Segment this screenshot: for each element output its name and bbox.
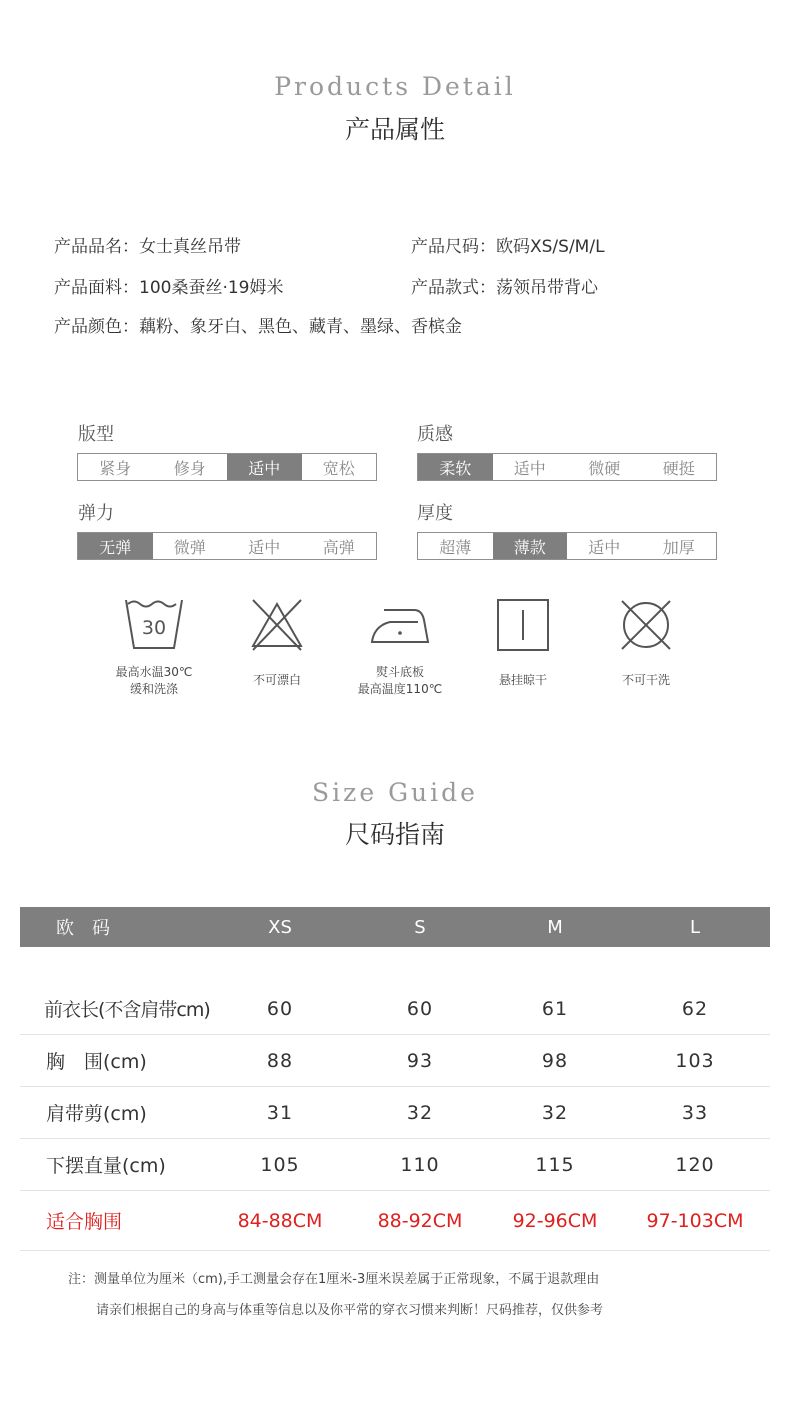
property-texture-scale: [417, 453, 717, 481]
cell-value: 32: [406, 1101, 434, 1124]
texture-option: 微硬: [567, 454, 642, 480]
attr-name: 产品品名：女士真丝吊带: [54, 237, 241, 257]
elasticity-option-selected: 无弹: [78, 533, 153, 559]
cell-value: 60: [406, 997, 434, 1020]
fit-option-selected: 适中: [227, 454, 302, 480]
size-table-header: [20, 907, 770, 947]
care-iron: [350, 598, 450, 698]
row-label: 前衣长(不含肩带cm): [44, 999, 210, 1021]
row-label: 下摆直量(cm): [46, 1155, 166, 1177]
property-elasticity-scale: [77, 532, 377, 560]
cell-value: 33: [681, 1101, 709, 1124]
care-no-bleach: [227, 598, 327, 689]
size-guide-en-title: Size Guide: [312, 778, 478, 807]
cell-value: 84-88CM: [237, 1209, 323, 1232]
property-fit-scale: [77, 453, 377, 481]
elasticity-option: 高弹: [302, 533, 377, 559]
table-row: [20, 983, 770, 1035]
hang-dry-icon: [496, 598, 550, 652]
cell-value: 120: [675, 1153, 715, 1176]
cell-value: 103: [675, 1049, 715, 1072]
cell-value: 31: [266, 1101, 294, 1124]
attr-size: 产品尺码：欧码XS/S/M/L: [411, 237, 605, 257]
cell-value: 97-103CM: [646, 1209, 744, 1232]
cell-value: 88-92CM: [377, 1209, 463, 1232]
property-label-texture: 质感: [417, 424, 453, 445]
texture-option: 硬挺: [642, 454, 717, 480]
cell-value: 93: [406, 1049, 434, 1072]
table-row: [20, 1139, 770, 1191]
no-bleach-icon: [249, 598, 305, 652]
wash-temp-value: 30: [141, 617, 167, 639]
row-label: 胸 围(cm): [46, 1051, 147, 1073]
cell-value: 110: [400, 1153, 440, 1176]
header-size-system: 欧 码: [56, 918, 110, 939]
attr-style: 产品款式：荡领吊带背心: [411, 278, 598, 298]
cell-value: 60: [266, 997, 294, 1020]
property-thickness-scale: [417, 532, 717, 560]
table-row: [20, 1087, 770, 1139]
wash-30-icon: [124, 598, 184, 652]
care-label-wash: 最高水温30℃ 缓和洗涤: [115, 665, 193, 696]
iron-icon: [370, 598, 430, 652]
thickness-option: 超薄: [418, 533, 493, 559]
care-wash: [104, 598, 204, 698]
note-line-1: 注：测量单位为厘米（cm),手工测量会存在1厘米-3厘米误差属于正常现象，不属于退款理由: [68, 1272, 600, 1287]
table-row: [20, 1035, 770, 1087]
care-no-dry-clean: [596, 598, 696, 689]
header-m: M: [547, 916, 563, 938]
thickness-option-selected: 薄款: [493, 533, 568, 559]
products-detail-en-title: Products Detail: [274, 72, 516, 101]
elasticity-option: 微弹: [153, 533, 228, 559]
cell-value: 98: [541, 1049, 569, 1072]
care-hang-dry: [473, 598, 573, 689]
texture-option-selected: 柔软: [418, 454, 493, 480]
property-label-thickness: 厚度: [417, 503, 453, 524]
cell-value: 88: [266, 1049, 294, 1072]
property-label-fit: 版型: [78, 424, 114, 445]
no-dry-clean-icon: [619, 598, 673, 652]
texture-option: 适中: [493, 454, 568, 480]
note-line-2: 请亲们根据自己的身高与体重等信息以及你平常的穿衣习惯来判断！尺码推荐，仅供参考: [96, 1303, 604, 1318]
care-label-no-bleach: 不可漂白: [252, 673, 301, 687]
header-l: L: [689, 916, 701, 938]
attr-fabric: 产品面料：100桑蚕丝·19姆米: [54, 278, 284, 298]
cell-value: 105: [260, 1153, 300, 1176]
table-row-bust-fit: [20, 1191, 770, 1251]
cell-value: 62: [681, 997, 709, 1020]
cell-value: 115: [535, 1153, 575, 1176]
care-label-iron: 熨斗底板 最高温度110℃: [357, 665, 443, 696]
thickness-option: 加厚: [642, 533, 717, 559]
care-label-no-dry-clean: 不可干洗: [621, 673, 670, 687]
cell-value: 32: [541, 1101, 569, 1124]
row-label: 肩带剪(cm): [46, 1103, 147, 1125]
products-detail-cn-title: 产品属性: [344, 115, 445, 144]
size-table: [20, 907, 770, 1251]
cell-value: 92-96CM: [512, 1209, 598, 1232]
header-xs: XS: [268, 916, 292, 938]
fit-option: 紧身: [78, 454, 153, 480]
care-label-hang-dry: 悬挂晾干: [498, 673, 547, 687]
header-s: S: [414, 916, 426, 938]
attr-color: 产品颜色：藕粉、象牙白、黑色、藏青、墨绿、香槟金: [54, 317, 462, 337]
fit-option: 宽松: [302, 454, 377, 480]
thickness-option: 适中: [567, 533, 642, 559]
fit-option: 修身: [153, 454, 228, 480]
row-label: 适合胸围: [46, 1211, 123, 1233]
cell-value: 61: [541, 997, 569, 1020]
elasticity-option: 适中: [227, 533, 302, 559]
size-guide-cn-title: 尺码指南: [344, 820, 445, 849]
property-label-elasticity: 弹力: [78, 503, 114, 524]
